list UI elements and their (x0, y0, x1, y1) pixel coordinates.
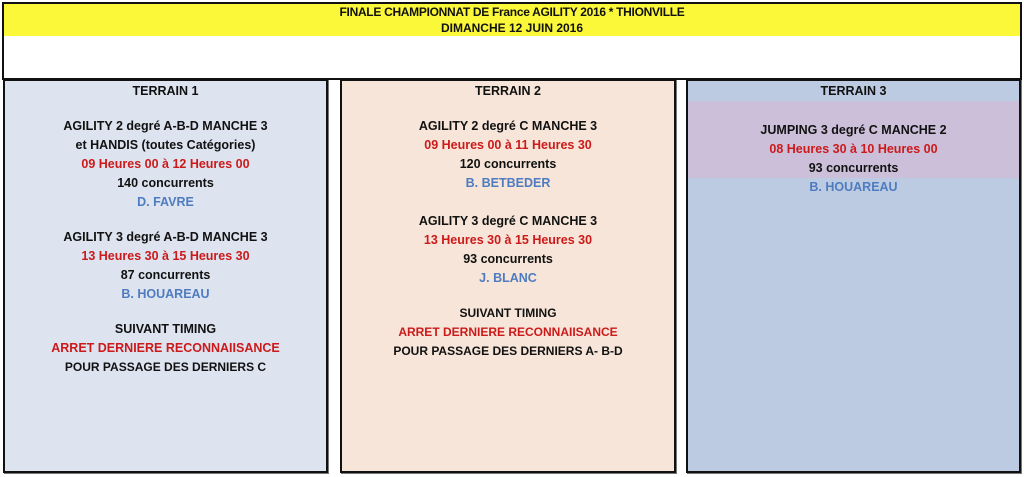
event-participants: 93 concurrents (808, 161, 899, 175)
event-time: 13 Heures 30 à 15 Heures 30 (81, 249, 250, 263)
spacer (342, 193, 674, 212)
terrain-3-panel (686, 79, 1021, 473)
event-judge: B. HOUAREAU (809, 180, 898, 194)
header-title-band (4, 4, 1020, 36)
schedule-header (2, 2, 1022, 80)
event-name-continued: et HANDIS (toutes Catégories) (75, 138, 256, 152)
terrain-title: TERRAIN 2 (475, 84, 541, 98)
event-participants: 120 concurrents (459, 157, 557, 171)
event-time: 08 Heures 30 à 10 Heures 00 (769, 142, 938, 156)
header-title: FINALE CHAMPIONNAT DE France AGILITY 2016 * THIONVILLE (339, 5, 685, 19)
terrain-title: TERRAIN 1 (132, 84, 199, 98)
timing-note (5, 304, 326, 377)
header-date: DIMANCHE 12 JUIN 2016 (440, 21, 584, 35)
timing-note-line1: SUIVANT TIMING (114, 322, 217, 336)
timing-note-line3: POUR PASSAGE DES DERNIERS A- B-D (393, 344, 623, 358)
terrain-title: TERRAIN 3 (820, 84, 887, 98)
event-judge: D. FAVRE (137, 195, 194, 209)
timing-note-line2: ARRET DERNIERE RECONNAIISANCE (51, 341, 280, 355)
event-block (5, 101, 326, 212)
event-block (5, 212, 326, 304)
timing-note (342, 288, 674, 361)
event-judge: B. BETBEDER (465, 176, 551, 190)
event-name: AGILITY 3 degré A-B-D MANCHE 3 (63, 230, 268, 244)
event-name: AGILITY 2 degré A-B-D MANCHE 3 (63, 119, 268, 133)
terrain-1-panel (3, 79, 328, 473)
event-time: 09 Heures 00 à 12 Heures 00 (81, 157, 250, 171)
event-block (342, 212, 674, 288)
event-time: 13 Heures 30 à 15 Heures 30 (423, 233, 593, 247)
spacer (688, 102, 1019, 121)
timing-note-line2: ARRET DERNIERE RECONNAIISANCE (398, 325, 618, 339)
event-block (342, 101, 674, 193)
timing-note-line3: POUR PASSAGE DES DERNIERS C (64, 360, 267, 374)
event-name: JUMPING 3 degré C MANCHE 2 (760, 123, 947, 137)
event-participants: 93 concurrents (463, 252, 553, 266)
event-judge: J. BLANC (479, 271, 537, 285)
event-time: 09 Heures 00 à 11 Heures 30 (424, 138, 592, 152)
event-judge: B. HOUAREAU (121, 287, 210, 301)
terrain-2-panel (340, 79, 676, 473)
event-name: AGILITY 2 degré C MANCHE 3 (418, 119, 598, 133)
event-participants: 140 concurrents (117, 176, 214, 190)
timing-note-line1: SUIVANT TIMING (459, 306, 557, 320)
event-name: AGILITY 3 degré C MANCHE 3 (418, 214, 598, 228)
event-participants: 87 concurrents (120, 268, 211, 282)
highlight-band (688, 101, 1019, 178)
